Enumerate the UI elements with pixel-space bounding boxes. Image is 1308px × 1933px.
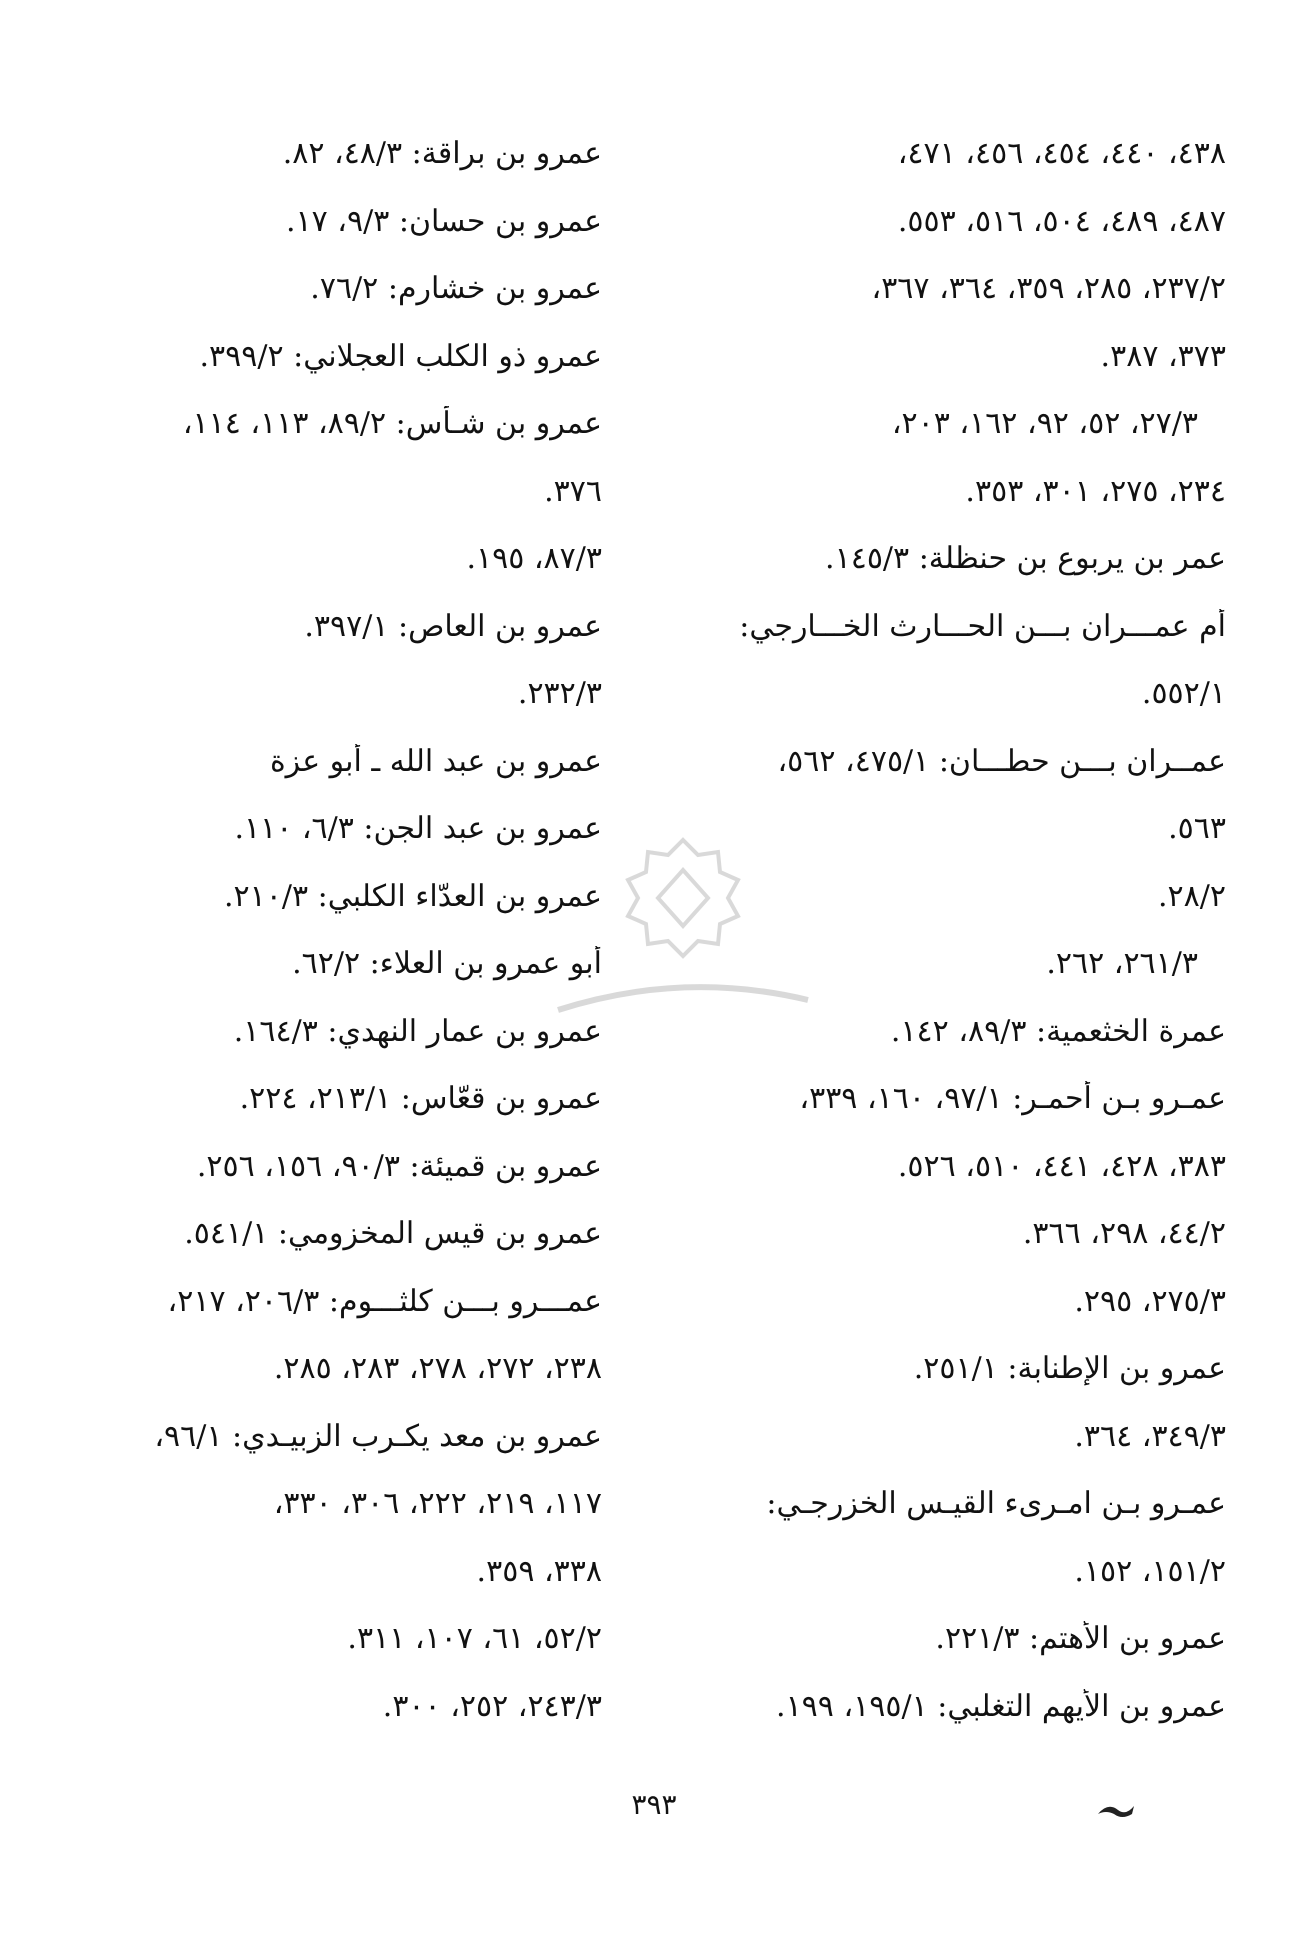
index-entry: عمرو بن قعّاس: ٢١٣/١، ٢٢٤. xyxy=(239,1081,602,1116)
index-entry: عمرو بن شـأس: ٨٩/٢، ١١٣، ١١٤، xyxy=(182,406,602,441)
index-line: ٢٨/٢. xyxy=(1158,878,1226,914)
index-column-left xyxy=(102,136,602,1756)
index-line: ٢٣٨، ٢٧٢، ٢٧٨، ٢٨٣، ٢٨٥. xyxy=(273,1351,602,1386)
index-column-right xyxy=(726,136,1226,1756)
index-entry: عمرو بن عبد الجن: ٦/٣، ١١٠. xyxy=(234,811,602,846)
index-line: ٤٣٨، ٤٤٠، ٤٥٤، ٤٥٦، ٤٧١، xyxy=(897,136,1226,171)
index-line: ٤٨٧، ٤٨٩، ٥٠٤، ٥١٦، ٥٥٣. xyxy=(897,203,1226,239)
index-entry: عمرو بن معد يكـرب الزبيـدي: ٩٦/١، xyxy=(154,1418,602,1454)
index-entry: عمرو بن حسان: ٩/٣، ١٧. xyxy=(285,203,602,239)
index-entry: عمرو بن عمار النهدي: ١٦٤/٣. xyxy=(233,1013,602,1049)
index-line: ٢٦١/٣، ٢٦٢. xyxy=(1046,946,1198,981)
index-entry: أم عمـــران بـــن الحـــارث الخـــارجي: xyxy=(739,608,1226,644)
index-line: ٢٣٧/٢، ٢٨٥، ٣٥٩، ٣٦٤، ٣٦٧، xyxy=(871,271,1226,306)
index-entry: عمرو بن العدّاء الكلبي: ٢١٠/٣. xyxy=(223,878,602,914)
index-entry: عمرة الخثعمية: ٨٩/٣، ١٤٢. xyxy=(890,1013,1226,1049)
index-line: ٥٥٢/١. xyxy=(1141,676,1226,711)
index-line: ٥٦٣. xyxy=(1168,811,1226,846)
index-entry: عمرو بن قيس المخزومي: ٥٤١/١. xyxy=(184,1216,602,1251)
index-line: ٣٤٩/٣، ٣٦٤. xyxy=(1074,1418,1226,1454)
index-line: ٢٤٣/٣، ٢٥٢، ٣٠٠. xyxy=(382,1688,602,1724)
index-entry: عمرو بن الأيهم التغلبي: ١٩٥/١، ١٩٩. xyxy=(776,1688,1226,1724)
index-line: ١١٧، ٢١٩، ٢٢٢، ٣٠٦، ٣٣٠، xyxy=(273,1486,602,1521)
index-line: ١٥١/٢، ١٥٢. xyxy=(1074,1553,1226,1589)
index-entry: أبو عمرو بن العلاء: ٦٢/٢. xyxy=(292,946,602,981)
index-line: ٢٣٤، ٢٧٥، ٣٠١، ٣٥٣. xyxy=(965,473,1226,509)
index-entry: عمـرو بـن امـرىء القيـس الخزرجـي: xyxy=(766,1486,1226,1521)
index-entry: عمرو بن براقة: ٤٨/٣، ٨٢. xyxy=(282,136,602,171)
index-entry: عمرو بن قميئة: ٩٠/٣، ١٥٦، ٢٥٦. xyxy=(196,1148,602,1184)
index-line: ٣٧٣، ٣٨٧. xyxy=(1100,338,1226,374)
index-line: ٨٧/٣، ١٩٥. xyxy=(466,541,602,576)
index-line: ٣٧٦. xyxy=(544,473,602,509)
index-line: ٣٣٨، ٣٥٩. xyxy=(476,1553,602,1589)
page-number: ٣٩٣ xyxy=(631,1788,677,1821)
index-entry: عمرو ذو الكلب العجلاني: ٣٩٩/٢. xyxy=(199,338,602,374)
index-entry: عمرو بن عبد الله ـ أبو عزة xyxy=(269,743,602,779)
index-entry: عمـرو بـن أحمـر: ٩٧/١، ١٦٠، ٣٣٩، xyxy=(799,1081,1226,1116)
index-entry: عمر بن يربوع بن حنظلة: ١٤٥/٣. xyxy=(825,541,1226,576)
index-line: ٢٧/٣، ٥٢، ٩٢، ١٦٢، ٢٠٣، xyxy=(891,406,1198,441)
index-entry: عمـــرو بـــن كلثـــوم: ٢٠٦/٣، ٢١٧، xyxy=(167,1283,602,1319)
index-entry: عمرو بن الأهتم: ٢٢١/٣. xyxy=(935,1621,1226,1656)
index-entry: عمرو بن خشارم: ٧٦/٢. xyxy=(310,271,602,306)
index-line: ٢٧٥/٣، ٢٩٥. xyxy=(1074,1283,1226,1319)
index-entry: عمــران بـــن حطـــان: ٤٧٥/١، ٥٦٢، xyxy=(777,743,1226,779)
index-line: ٣٨٣، ٤٢٨، ٤٤١، ٥١٠، ٥٢٦. xyxy=(897,1148,1226,1184)
index-line: ٤٤/٢، ٢٩٨، ٣٦٦. xyxy=(1022,1216,1226,1251)
index-line: ٢٣٢/٣. xyxy=(517,676,602,711)
index-entry: عمرو بن العاص: ٣٩٧/١. xyxy=(304,608,602,644)
ornament-icon xyxy=(1096,1800,1136,1820)
index-entry: عمرو بن الإطنابة: ٢٥١/١. xyxy=(913,1351,1226,1386)
index-line: ٥٢/٢، ٦١، ١٠٧، ٣١١. xyxy=(347,1621,602,1656)
